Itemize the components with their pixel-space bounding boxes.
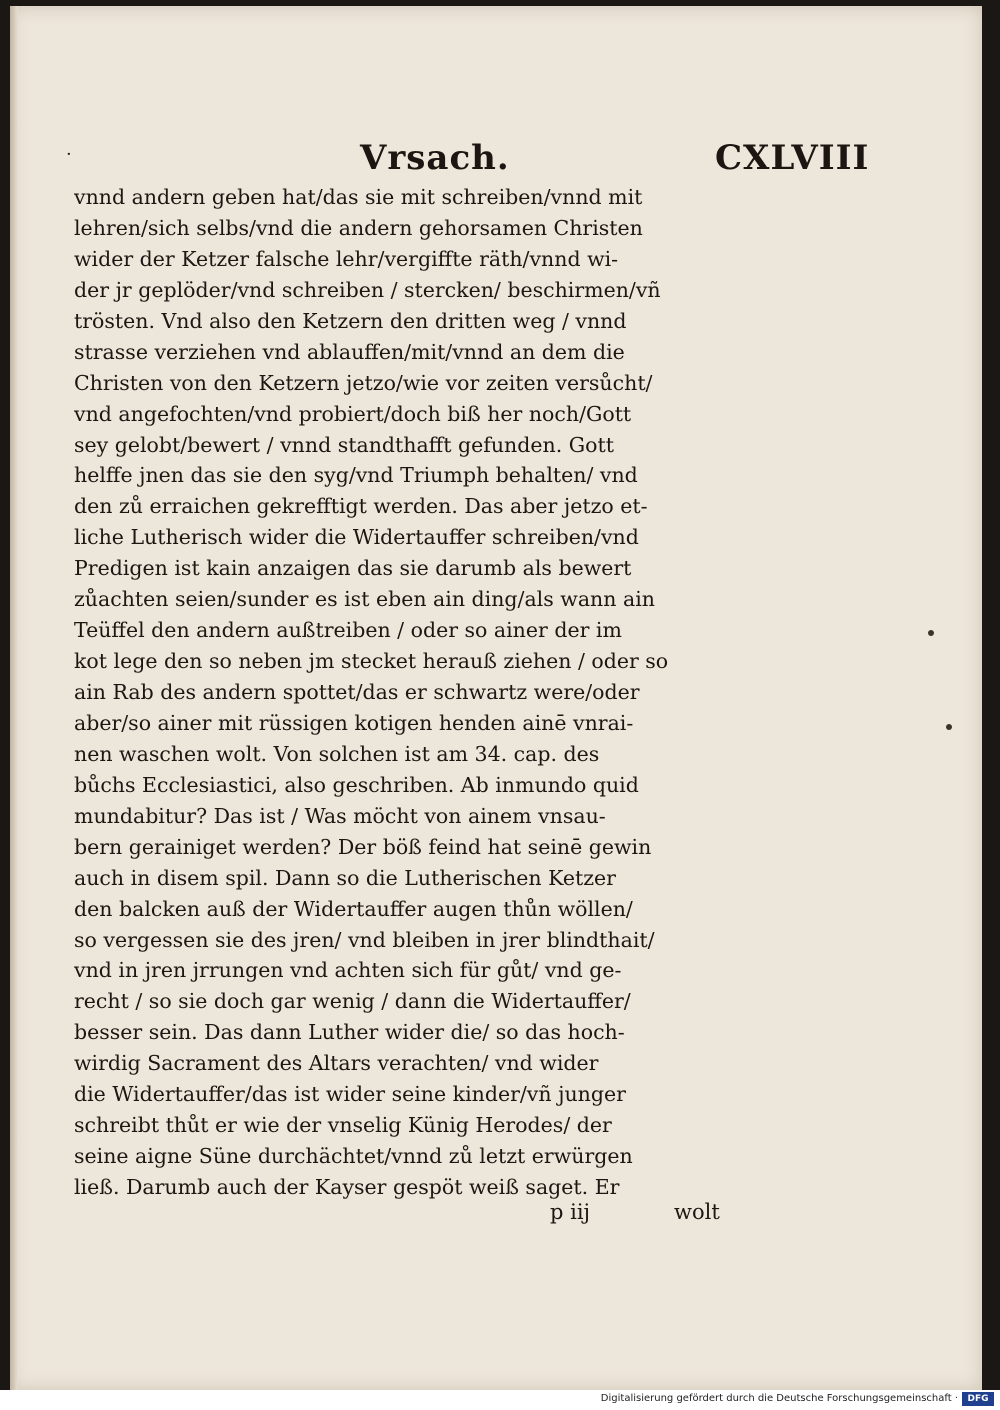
text-line: wirdig Sacrament des Altars verachten/ vnd wider <box>74 1051 599 1076</box>
text-line: schreibt thůt er wie der vnselig Künig Herodes/ der <box>74 1113 612 1138</box>
text-line: vnd angefochten/vnd probiert/doch biß her noch/Gott <box>74 401 632 426</box>
text-line: wider der Ketzer falsche lehr/vergiffte räth/vnnd wi- <box>74 246 619 271</box>
text-line: nen waschen wolt. Von solchen ist am 34. cap. des <box>74 741 600 766</box>
margin-mark <box>946 724 952 730</box>
text-line: bůchs Ecclesiastici, also geschriben. Ab inmundo quid <box>74 772 639 797</box>
folio-number: CXLVIII <box>715 138 870 178</box>
text-line: lehren/sich selbs/vnd die andern gehorsamen Christen <box>74 215 643 240</box>
text-line: vnnd andern geben hat/das sie mit schreiben/vnnd mit <box>74 185 643 209</box>
text-line: vnd in jren jrrungen vnd achten sich für gůt/ vnd ge- <box>74 958 622 983</box>
text-line: trösten. Vnd also den Ketzern den dritten weg / vnnd <box>74 308 627 333</box>
book-page <box>10 6 982 1390</box>
text-line: helffe jnen das sie den syg/vnd Triumph behalten/ vnd <box>74 463 638 488</box>
text-line: aber/so ainer mit rüssigen kotigen henden ainē vnrai- <box>74 710 634 735</box>
text-line: mundabitur? Das ist / Was möcht von ainem vnsau- <box>74 803 606 828</box>
text-line: besser sein. Das dann Luther wider die/ so das hoch- <box>74 1020 625 1045</box>
text-line: auch in disem spil. Dann so die Lutherischen Ketzer <box>74 865 616 890</box>
footer-bar <box>0 1390 1000 1410</box>
signature-line <box>74 1200 744 1232</box>
funding-credit: Digitalisierung gefördert durch die Deutsche Forschungsgemeinschaft · <box>600 1393 958 1404</box>
catchword: wolt <box>674 1200 720 1224</box>
text-line: so vergessen sie des jren/ vnd bleiben in jrer blindthait/ <box>74 927 655 952</box>
text-line: den zů erraichen gekrefftigt werden. Das aber jetzo et- <box>74 494 648 519</box>
text-line: Teüffel den andern außtreiben / oder so ainer der im <box>74 618 622 643</box>
text-line: zůachten seien/sunder es ist eben ain ding/als wann ain <box>74 587 655 612</box>
text-line: den balcken auß der Widertauffer augen thůn wöllen/ <box>74 896 633 921</box>
text-line: kot lege den so neben jm stecket herauß ziehen / oder so <box>74 649 669 674</box>
text-line: bern gerainiget werden? Der böß feind hat seinē gewin <box>74 834 652 859</box>
page-edge <box>10 6 18 1390</box>
margin-mark <box>928 630 934 636</box>
text-line: recht / so sie doch gar wenig / dann die Widertauffer/ <box>74 989 631 1014</box>
text-line: ließ. Darumb auch der Kayser gespöt weiß saget. Er <box>74 1175 620 1199</box>
text-line: seine aigne Süne durchächtet/vnnd zů letzt erwürgen <box>74 1144 633 1169</box>
text-line: der jr geplöder/vnd schreiben / stercken/ beschirmen/vñ <box>74 277 661 302</box>
running-title: Vrsach. <box>360 138 510 178</box>
text-line: ain Rab des andern spottet/das er schwartz were/oder <box>74 680 640 704</box>
page-header <box>10 138 982 188</box>
body-text <box>74 182 754 1203</box>
signature-mark: p iij <box>550 1200 591 1224</box>
header-mark: · <box>66 144 72 165</box>
text-line: liche Lutherisch wider die Widertauffer schreiben/vnd <box>74 525 639 550</box>
text-line: sey gelobt/bewert / vnnd standthafft gefunden. Gott <box>74 432 614 457</box>
text-line: Predigen ist kain anzaigen das sie darumb als bewert <box>74 556 632 581</box>
text-line: strasse verziehen vnd ablauffen/mit/vnnd an dem die <box>74 339 625 364</box>
dfg-logo: DFG <box>962 1392 994 1406</box>
text-line: Christen von den Ketzern jetzo/wie vor zeiten versůcht/ <box>74 370 653 395</box>
text-line: die Widertauffer/das ist wider seine kinder/vñ junger <box>74 1082 626 1107</box>
